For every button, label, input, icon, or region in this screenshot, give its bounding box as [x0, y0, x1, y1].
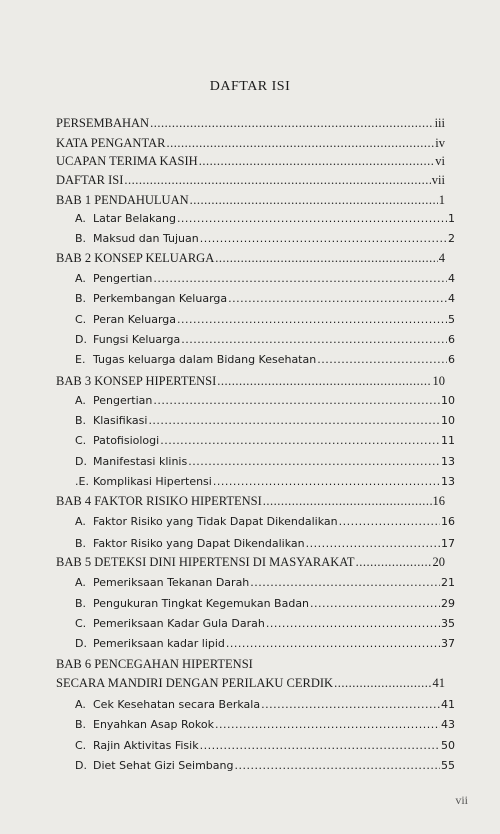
toc-page-number: 4: [448, 292, 455, 305]
toc-leader-dots: [177, 312, 447, 327]
toc-subentry: [75, 433, 455, 448]
toc-page-number: 17: [441, 537, 455, 550]
toc-subentry: [75, 474, 455, 489]
toc-leader-dots: [317, 352, 447, 367]
toc-letter: C.: [75, 739, 87, 752]
toc-entry-title: BAB 6 PENCEGAHAN HIPERTENSI: [56, 657, 253, 671]
toc-leader-dots: [310, 596, 440, 611]
toc-page-number: vi: [435, 154, 445, 168]
toc-entry: [56, 173, 445, 188]
toc-subentry: [75, 514, 455, 529]
toc-entry: [56, 676, 445, 691]
toc-entry-title: BAB 5 DETEKSI DINI HIPERTENSI DI MASYARAKAT: [56, 555, 355, 569]
toc-page-number: 4: [438, 251, 445, 265]
toc-entry-title: Tugas keluarga dalam Bidang Kesehatan: [93, 353, 317, 366]
toc-entry: [56, 193, 445, 208]
toc-subentry: [75, 575, 455, 590]
toc-entry: [56, 136, 445, 151]
toc-entry-title: PERSEMBAHAN: [56, 116, 150, 130]
toc-leader-dots: [261, 697, 440, 712]
toc-leader-dots: [200, 231, 447, 246]
toc-entry-title: Rajin Aktivitas Fisik: [93, 739, 199, 752]
toc-leader-dots: [150, 116, 434, 131]
toc-page-number: vii: [431, 173, 445, 187]
toc-entry-title: Cek Kesehatan secara Berkala: [93, 698, 261, 711]
toc-leader-dots: [215, 717, 440, 732]
toc-subentry: [75, 697, 455, 712]
toc-subentry: [75, 616, 455, 631]
toc-page-number: 16: [441, 515, 455, 528]
toc-entry-title: Pengertian: [93, 272, 153, 285]
toc-leader-dots: [177, 211, 447, 226]
toc-entry-title: Pemeriksaan kadar lipid: [93, 637, 225, 650]
toc-subentry: [75, 717, 455, 732]
toc-leader-dots: [217, 374, 431, 389]
toc-leader-dots: [166, 136, 434, 151]
toc-page-number: 1: [448, 212, 455, 225]
toc-leader-dots: [228, 291, 447, 306]
toc-letter: A.: [75, 272, 86, 285]
toc-leader-dots: [200, 738, 440, 753]
toc-page-number: 37: [441, 637, 455, 650]
toc-subentry: [75, 332, 455, 347]
toc-leader-dots: [124, 173, 430, 188]
toc-entry-title: BAB 1 PENDAHULUAN: [56, 193, 189, 207]
toc-entry-title: Pemeriksaan Tekanan Darah: [93, 576, 250, 589]
toc-page-number: 6: [448, 333, 455, 346]
toc-leader-dots: [250, 575, 440, 590]
toc-entry-title: Faktor Risiko yang Dapat Dikendalikan: [93, 537, 305, 550]
toc-page-number: 55: [441, 759, 455, 772]
toc-subentry: [75, 312, 455, 327]
toc-page-number: 13: [441, 475, 455, 488]
toc-entry: [56, 555, 445, 570]
toc-page-number: 50: [441, 739, 455, 752]
toc-entry-title: SECARA MANDIRI DENGAN PERILAKU CERDIK: [56, 676, 334, 690]
toc-entry-title: Patofisiologi: [93, 434, 160, 447]
toc-entry-title: Maksud dan Tujuan: [93, 232, 199, 245]
toc-subentry: [75, 596, 455, 611]
toc-entry-title: Enyahkan Asap Rokok: [93, 718, 214, 731]
toc-subentry: [75, 536, 455, 551]
toc-page-number: 21: [441, 576, 455, 589]
toc-page-number: 41: [441, 698, 455, 711]
toc-entry: [56, 494, 445, 509]
toc-entry: [56, 154, 445, 169]
toc-entry-title: DAFTAR ISI: [56, 173, 124, 187]
toc-letter: B.: [75, 597, 87, 610]
toc-entry: [56, 374, 445, 389]
toc-entry-title: Fungsi Keluarga: [93, 333, 181, 346]
toc-leader-dots: [181, 332, 447, 347]
toc-letter: D.: [75, 455, 87, 468]
toc-entry-title: Perkembangan Keluarga: [93, 292, 228, 305]
toc-entry-title: BAB 4 FAKTOR RISIKO HIPERTENSI: [56, 494, 262, 508]
toc-letter: A.: [75, 515, 86, 528]
toc-leader-dots: [356, 555, 432, 570]
toc-page-number: 13: [441, 455, 455, 468]
toc-entry: [56, 251, 445, 266]
toc-leader-dots: [160, 433, 440, 448]
toc-entry-title: Faktor Risiko yang Tidak Dapat Dikendalikan: [93, 515, 338, 528]
toc-subentry: [75, 758, 455, 773]
toc-subentry: [75, 291, 455, 306]
toc-page-number: 10: [432, 374, 445, 388]
toc-letter: .E.: [75, 475, 89, 488]
toc-subentry: [75, 393, 455, 408]
toc-page-number: 16: [432, 494, 445, 508]
toc-entry-title: Pemeriksaan Kadar Gula Darah: [93, 617, 265, 630]
toc-page-number: 10: [441, 414, 455, 427]
toc-page-number: 6: [448, 353, 455, 366]
toc-subentry: [75, 271, 455, 286]
toc-letter: E.: [75, 353, 86, 366]
toc-entry-title: UCAPAN TERIMA KASIH: [56, 154, 198, 168]
toc-page-number: 29: [441, 597, 455, 610]
toc-entry-title: Klasifikasi: [93, 414, 148, 427]
toc-leader-dots: [263, 494, 432, 509]
toc-letter: D.: [75, 637, 87, 650]
toc-letter: B.: [75, 414, 87, 427]
page-number: vii: [455, 793, 468, 807]
toc-page-number: 5: [448, 313, 455, 326]
toc-letter: A.: [75, 212, 86, 225]
toc-letter: B.: [75, 232, 87, 245]
toc-letter: C.: [75, 434, 87, 447]
toc-leader-dots: [153, 271, 447, 286]
toc-subentry: [75, 636, 455, 651]
toc-entry-title: Komplikasi Hipertensi: [93, 475, 212, 488]
toc-entry: [56, 657, 445, 672]
toc-page-number: 1: [438, 193, 445, 207]
toc-leader-dots: [306, 536, 440, 551]
toc-page-number: 35: [441, 617, 455, 630]
toc-subentry: [75, 352, 455, 367]
toc-leader-dots: [215, 251, 438, 266]
toc-letter: A.: [75, 394, 86, 407]
toc-entry-title: Peran Keluarga: [93, 313, 176, 326]
toc-letter: D.: [75, 759, 87, 772]
toc-leader-dots: [226, 636, 440, 651]
toc-page-number: 11: [441, 434, 455, 447]
toc-letter: B.: [75, 537, 87, 550]
toc-letter: B.: [75, 718, 87, 731]
toc-page-number: iii: [434, 116, 445, 130]
toc-subentry: [75, 211, 455, 226]
toc-leader-dots: [339, 514, 440, 529]
toc-leader-dots: [190, 193, 438, 208]
toc-entry-title: BAB 2 KONSEP KELUARGA: [56, 251, 215, 265]
toc-leader-dots: [234, 758, 440, 773]
toc-leader-dots: [266, 616, 440, 631]
toc-leader-dots: [213, 474, 440, 489]
toc-leader-dots: [334, 676, 431, 691]
toc-letter: A.: [75, 576, 86, 589]
toc-leader-dots: [199, 154, 435, 169]
toc-page-number: 41: [432, 676, 445, 690]
toc-page-number: 2: [448, 232, 455, 245]
toc-page-number: 4: [448, 272, 455, 285]
toc-entry-title: KATA PENGANTAR: [56, 136, 166, 150]
toc-entry-title: Manifestasi klinis: [93, 455, 188, 468]
toc-entry: [56, 116, 445, 131]
toc-leader-dots: [188, 454, 440, 469]
toc-subentry: [75, 738, 455, 753]
toc-entry-title: Pengukuran Tingkat Kegemukan Badan: [93, 597, 310, 610]
toc-entry-title: Latar Belakang: [93, 212, 176, 225]
toc-leader-dots: [148, 413, 440, 428]
toc-page-number: 10: [441, 394, 455, 407]
toc-leader-dots: [153, 393, 440, 408]
toc-subentry: [75, 413, 455, 428]
toc-letter: C.: [75, 313, 87, 326]
toc-page-number: iv: [435, 136, 445, 150]
toc-entry-title: Diet Sehat Gizi Seimbang: [93, 759, 234, 772]
toc-letter: D.: [75, 333, 87, 346]
toc-page-number: 43: [441, 718, 455, 731]
page-title: DAFTAR ISI: [209, 79, 291, 94]
toc-subentry: [75, 454, 455, 469]
toc-entry-title: Pengertian: [93, 394, 153, 407]
toc-subentry: [75, 231, 455, 246]
toc-page-number: 20: [432, 555, 445, 569]
toc-entry-title: BAB 3 KONSEP HIPERTENSI: [56, 374, 217, 388]
toc-letter: A.: [75, 698, 86, 711]
toc-letter: B.: [75, 292, 87, 305]
toc-letter: C.: [75, 617, 87, 630]
